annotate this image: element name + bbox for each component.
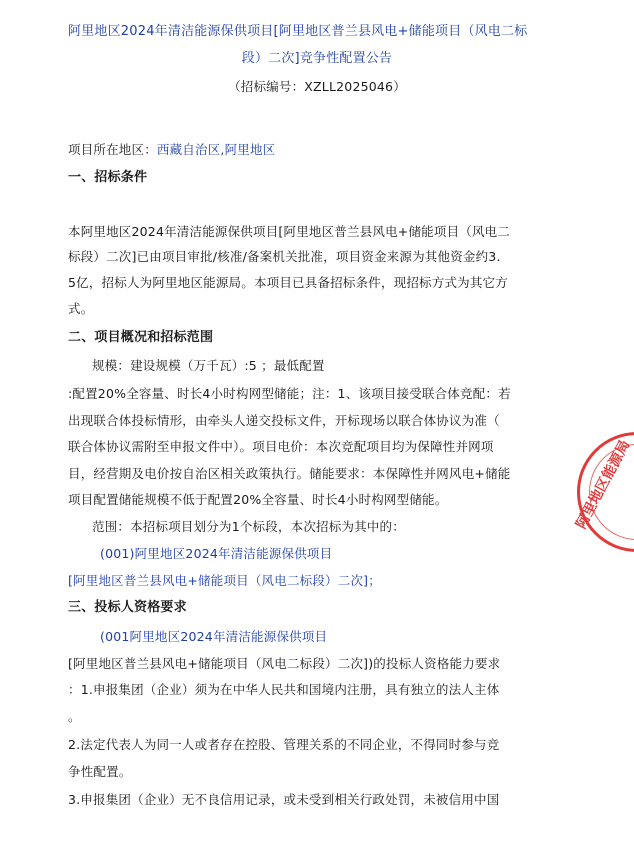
- section2-line: 目，经营期及电价按自治区相关政策执行。储能要求：本保障性并网风电+储能: [68, 466, 511, 481]
- section2-line: 出现联合体投标情形，由牵头人递交投标文件，开标现场以联合体协议为准（: [68, 413, 500, 428]
- location-label: 项目所在地区：: [68, 142, 157, 157]
- section3-line: 2.法定代表人为同一人或者存在控股、管理关系的不同企业，不得同时参与竞: [68, 737, 500, 752]
- section3-line: 3.申报集团（企业）无不良信用记录，或未受到相关行政处罚，未被信用中国: [68, 792, 500, 807]
- section3-line: [阿里地区普兰县风电+储能项目（风电二标段）二次])的投标人资格能力要求: [68, 656, 501, 671]
- section2-heading: 二、项目概况和招标范围: [68, 330, 214, 345]
- scale-line: 规模：建设规模（万千瓦）:5 ；最低配置: [92, 358, 325, 373]
- lot-name-line1: (001阿里地区2024年清洁能源保供项目: [100, 629, 328, 644]
- section3-heading: 三、投标人资格要求: [68, 600, 187, 615]
- section1-line: 5亿，招标人为阿里地区能源局。本项目已具备招标条件，现招标方式为其它方: [68, 275, 508, 290]
- official-seal: [573, 432, 634, 552]
- notice-title-line2: 段）二次]竞争性配置公告: [241, 51, 393, 66]
- section3-line: 争性配置。: [68, 764, 132, 779]
- project-location: [68, 142, 275, 158]
- section3-line: 。: [68, 709, 81, 724]
- section3-line: ：1.申报集团（企业）须为在中华人民共和国境内注册，具有独立的法人主体: [68, 682, 500, 697]
- lot-name-line2: [阿里地区普兰县风电+储能项目（风电二标段）二次]；: [68, 573, 381, 588]
- location-value: 西藏自治区,阿里地区: [156, 142, 276, 157]
- section2-line: 联合体协议需附至申报文件中）。项目电价：本次竞配项目均为保障性并网项: [68, 439, 494, 454]
- section1-line: 式。: [68, 301, 94, 316]
- section1-line: 标段）二次]已由项目审批/核准/备案机关批准，项目资金来源为其他资金约3.: [68, 249, 501, 264]
- scope-line: 范围：本招标项目划分为1个标段，本次招标为其中的：: [92, 519, 405, 534]
- lot-name-line1: (001)阿里地区2024年清洁能源保供项目: [100, 546, 333, 561]
- seal-text: 阿里地区能源局: [573, 437, 634, 532]
- notice-title-line1: 阿里地区2024年清洁能源保供项目[阿里地区普兰县风电+储能项目（风电二标: [68, 24, 528, 39]
- bid-number: （招标编号：XZLL2025046）: [228, 79, 406, 94]
- section1-line: 本阿里地区2024年清洁能源保供项目[阿里地区普兰县风电+储能项目（风电二: [68, 224, 511, 239]
- section2-line: 项目配置储能规模不低于配置20%全容量、时长4小时构网型储能。: [68, 492, 448, 507]
- section1-heading: 一、招标条件: [68, 170, 148, 185]
- section2-line: :配置20%全容量、时长4小时构网型储能；注：1、该项目接受联合体竞配：若: [68, 386, 511, 401]
